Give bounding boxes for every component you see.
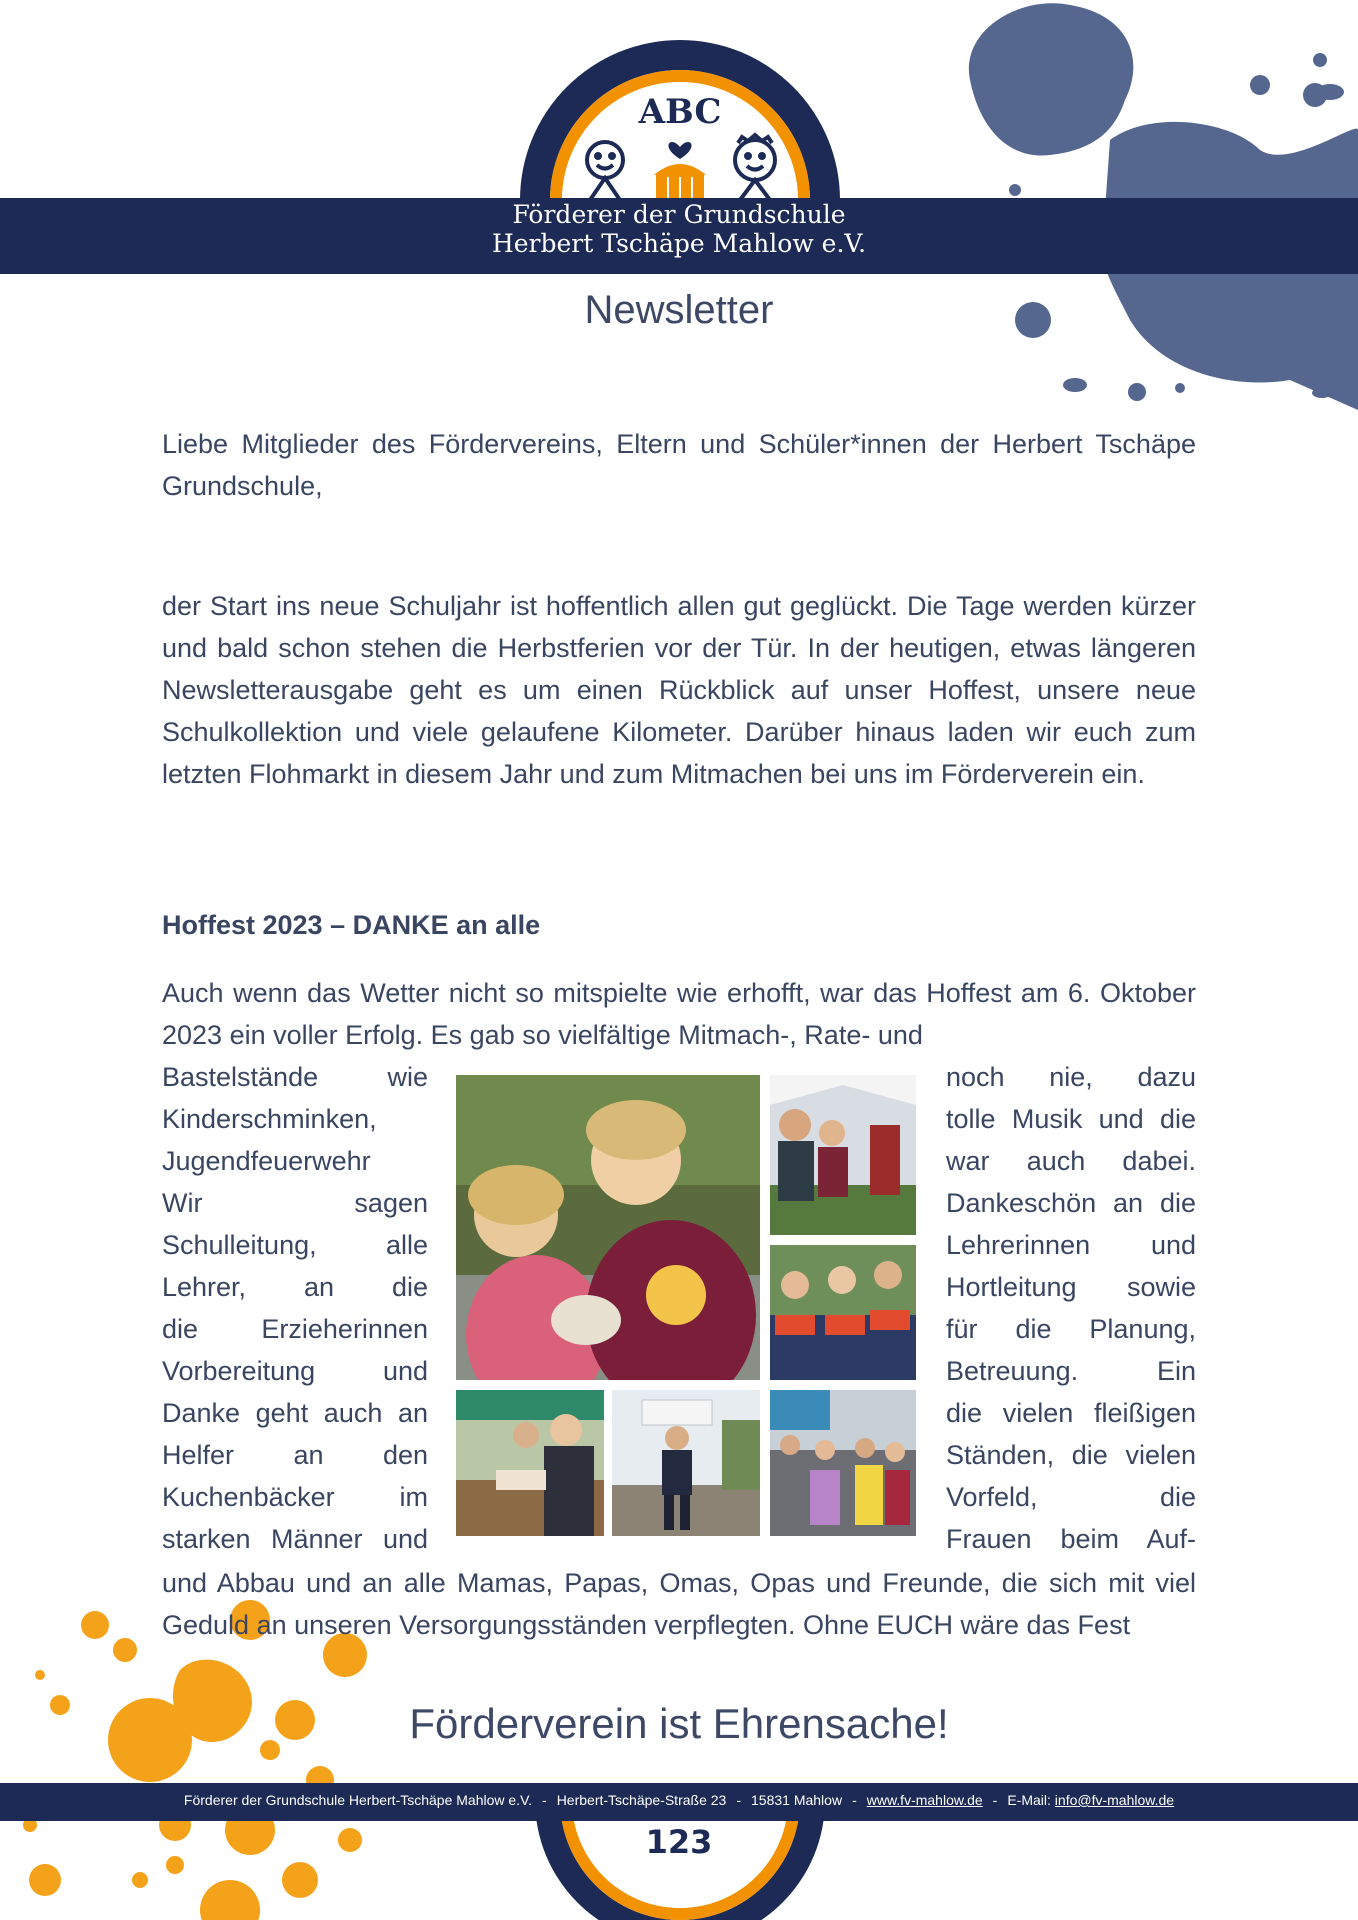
text-line: Danke geht auch an (162, 1398, 428, 1428)
text-line: tolle Musik und die (946, 1104, 1196, 1134)
text-line: Kinderschminken, (162, 1104, 377, 1134)
text-line: Frauen beim Auf- (946, 1524, 1196, 1554)
text-line: die Erzieherinnen (162, 1314, 428, 1344)
organization-name (0, 200, 1358, 258)
school-logo (510, 35, 850, 205)
text-line: Vorfeld, die (946, 1482, 1196, 1512)
text-line: Ständen, die vielen (946, 1440, 1196, 1470)
page-number: 123 (645, 1823, 713, 1861)
photo-woman-carrying-crate (612, 1390, 760, 1536)
footer-city: 15831 Mahlow (751, 1792, 843, 1808)
org-name-line-2: Herbert Tschäpe Mahlow e.V. (491, 229, 867, 258)
section-body-top: Auch wenn das Wetter nicht so mitspielte wie erhofft, war das Hoffest am 6. Oktober 2023 ein voller Erfolg. Es gab so vielfältige Mitmach-, Rate- und (162, 978, 1196, 1050)
section-body-bottom: und Abbau und an alle Mamas, Papas, Omas, Opas und Freunde, die sich mit viel Geduld an unseren Versorgungsständen verpflegten. Ohne EUCH wäre das Fest (162, 1568, 1196, 1640)
text-line: Wir sagen (162, 1188, 428, 1218)
text-line: Hortleitung sowie (946, 1272, 1196, 1302)
text-line: Jugendfeuerwehr (162, 1146, 371, 1176)
intro-paragraph: der Start ins neue Schuljahr ist hoffentlich allen gut geglückt. Die Tage werden kürzer und bald schon stehen die Herbstferien vor der Tür. In der heutigen, etwas längeren Newsletterausgabe geht es um einen Rückblick auf unser Hoffest, unsere neue Schulkollektion und viele gelaufene Kilometer. Darüber hinaus laden wir euch zum letzten Flohmarkt in diesem Jahr und zum Mitmachen bei uns im Förderverein ein. (162, 591, 1196, 789)
footer-email-label: E-Mail: (1007, 1792, 1051, 1808)
section-heading: Hoffest 2023 – DANKE an alle (162, 910, 541, 940)
footer-org: Förderer der Grundschule Herbert-Tschäpe Mahlow e.V. (183, 1792, 533, 1808)
text-line: Kuchenbäcker im (162, 1482, 428, 1512)
footer-street: Herbert-Tschäpe-Straße 23 (556, 1792, 727, 1808)
footer-separator: - (736, 1792, 741, 1808)
page-title: Newsletter (584, 288, 774, 332)
org-name-line-1: Förderer der Grundschule (512, 200, 846, 229)
slogan: Förderverein ist Ehrensache! (409, 1700, 949, 1747)
text-line: war auch dabei. (946, 1146, 1196, 1176)
text-line: Lehrerinnen und (946, 1230, 1196, 1260)
photo-face-painted-kids (456, 1075, 760, 1380)
text-line: für die Planung, (946, 1314, 1196, 1344)
text-line: Betreuung. Ein (946, 1356, 1196, 1386)
text-line: Lehrer, an die (162, 1272, 428, 1302)
text-line: die vielen fleißigen (946, 1398, 1196, 1428)
greeting-paragraph: Liebe Mitglieder des Fördervereins, Eltern und Schüler*innen der Herbert Tschäpe Grundschule, (162, 429, 1196, 501)
text-line: Schulleitung, alle (162, 1230, 428, 1260)
text-line: starken Männer und (162, 1524, 428, 1554)
logo-text: ABC (638, 92, 722, 132)
footer-email-link[interactable]: info@fv-mahlow.de (1054, 1792, 1175, 1808)
text-line: Dankeschön an die (946, 1188, 1196, 1218)
text-column-left (162, 1056, 428, 1560)
footer-separator: - (992, 1792, 998, 1808)
footer-separator: - (542, 1792, 547, 1808)
footer-website-link[interactable]: www.fv-mahlow.de (866, 1792, 983, 1808)
photo-cake-stand (456, 1390, 604, 1536)
text-line: noch nie, dazu (946, 1062, 1196, 1092)
photo-food-stand (770, 1075, 916, 1235)
footer-separator: - (852, 1792, 857, 1808)
footer-contact-line (0, 1792, 1358, 1808)
photo-youth-fire-brigade (770, 1245, 916, 1380)
photo-crowd (770, 1390, 916, 1536)
text-line: Helfer an den (162, 1440, 428, 1470)
text-line: Bastelstände wie (162, 1062, 428, 1092)
text-line: Vorbereitung und (162, 1356, 428, 1386)
text-column-right (946, 1056, 1196, 1560)
